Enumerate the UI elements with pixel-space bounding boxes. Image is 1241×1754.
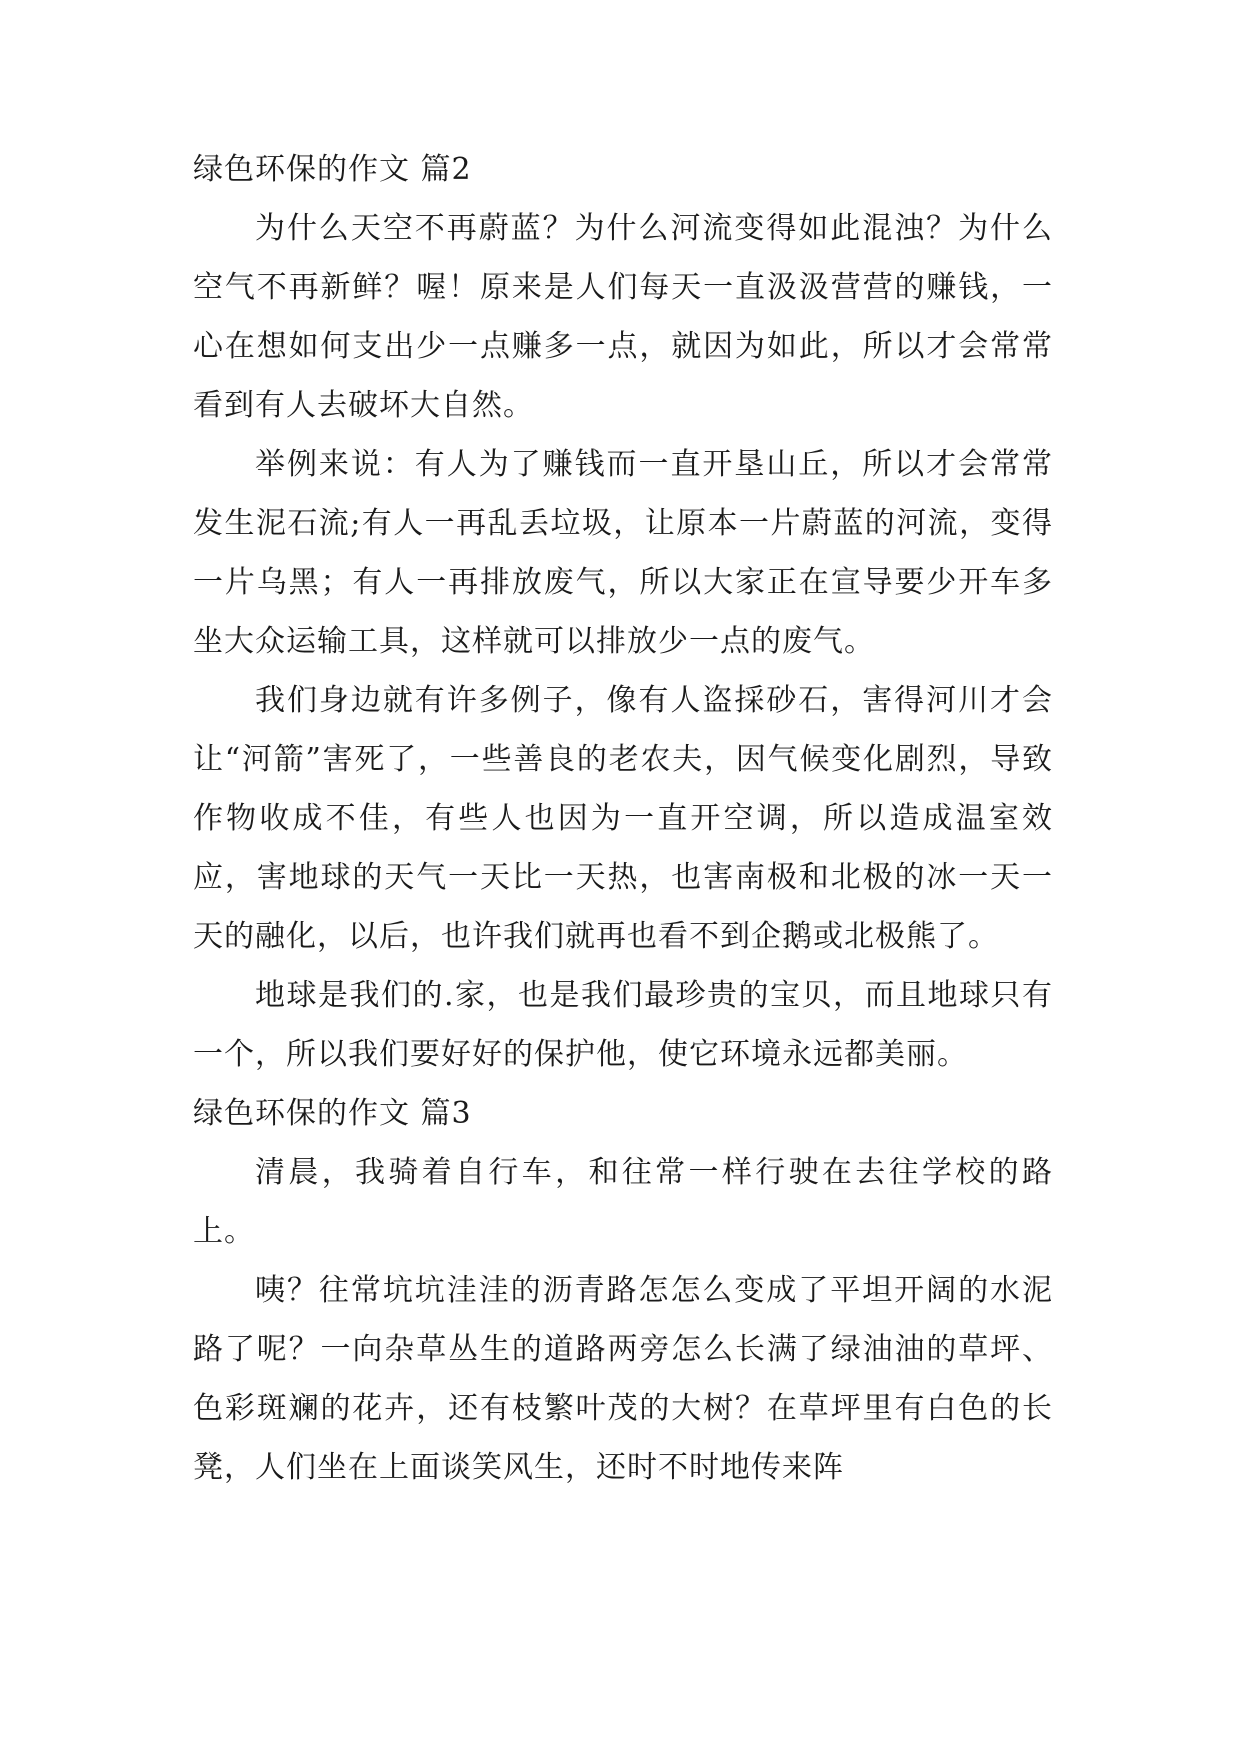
- paragraph: 举例来说：有人为了赚钱而一直开垦山丘，所以才会常常发生泥石流;有人一再乱丢垃圾，让原本一片蔚蓝的河流，变得一片乌黑；有人一再排放废气，所以大家正在宣导要少开车多坐大众运输工具，这样就可以排放少一点的废气。: [193, 447, 1053, 659]
- section-heading: 绿色环保的作文 篇2: [193, 152, 472, 187]
- document-page: [193, 140, 1053, 1497]
- paragraph: 地球是我们的.家，也是我们最珍贵的宝贝，而且地球只有一个，所以我们要好好的保护他，使它环境永远都美丽。: [193, 978, 1053, 1072]
- section-heading: 绿色环保的作文 篇3: [193, 1096, 472, 1131]
- paragraph: 我们身边就有许多例子，像有人盗採砂石，害得河川才会让“河箭”害死了，一些善良的老农夫，因气候变化剧烈，导致作物收成不佳，有些人也因为一直开空调，所以造成温室效应，害地球的天气一天比一天热，也害南极和北极的冰一天一天的融化，以后，也许我们就再也看不到企鹅或北极熊了。: [193, 683, 1053, 954]
- paragraph: 清晨，我骑着自行车，和往常一样行驶在去往学校的路上。: [193, 1155, 1053, 1249]
- paragraph: 为什么天空不再蔚蓝？为什么河流变得如此混浊？为什么空气不再新鲜？喔！原来是人们每天一直汲汲营营的赚钱，一心在想如何支出少一点赚多一点，就因为如此，所以才会常常看到有人去破坏大自然。: [193, 211, 1053, 423]
- paragraph: 咦？往常坑坑洼洼的沥青路怎怎么变成了平坦开阔的水泥路了呢？一向杂草丛生的道路两旁怎么长满了绿油油的草坪、色彩斑斓的花卉，还有枝繁叶茂的大树？在草坪里有白色的长凳，人们坐在上面谈笑风生，还时不时地传来阵: [193, 1273, 1053, 1485]
